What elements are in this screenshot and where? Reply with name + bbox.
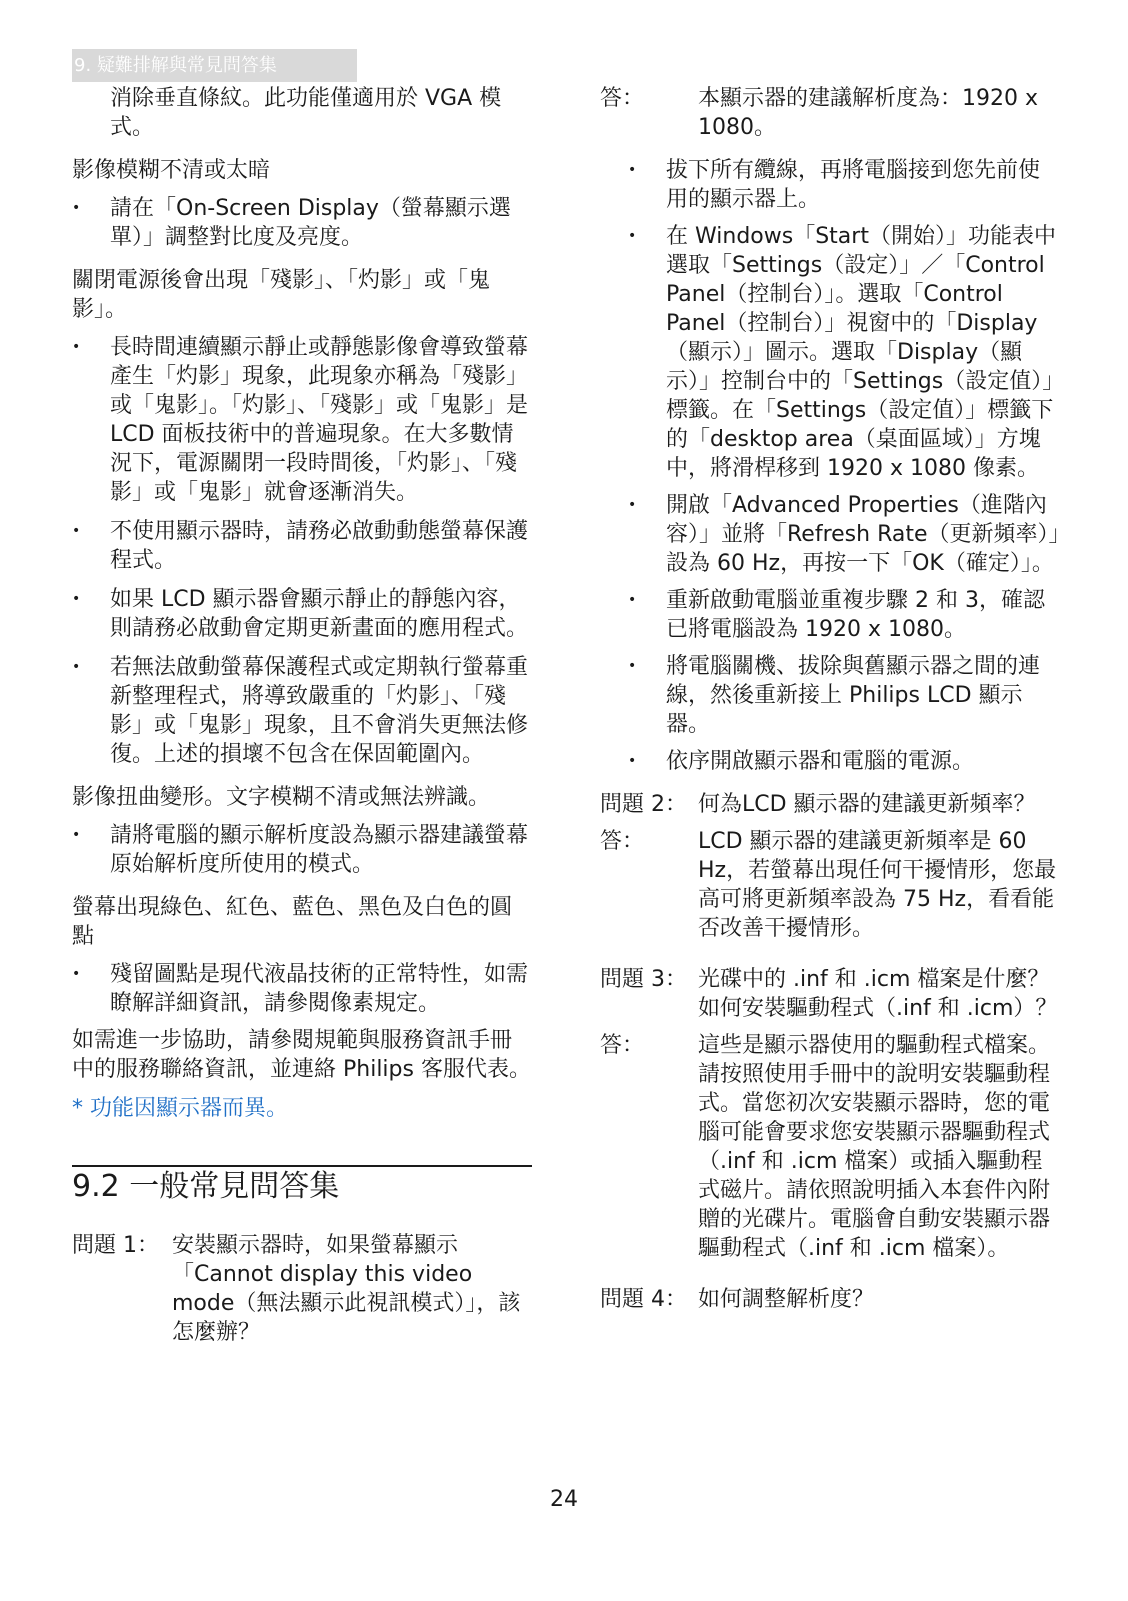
- answer-text: 本顯示器的建議解析度為：1920 x 1080。: [698, 86, 1039, 140]
- step-item: • 在 Windows「Start（開始）」功能表中選取「Settings（設定）」／「Control Panel（控制台）」。選取「Control Panel（控制台）」視窗中的「Display（顯示）」圖示。選取「Display（顯示）」控制台中的「Settings（設定值）」標籤。在「Settings（設定值）」標籤下的「desktop area（桌面區域）」方塊中，將滑桿移到 1920 x 1080 像素。: [628, 224, 1056, 481]
- bullet-icon: •: [628, 228, 637, 244]
- question-text: 何為LCD 顯示器的建議更新頻率？: [698, 792, 1036, 817]
- bullet-icon: •: [628, 658, 637, 674]
- bullet-icon: •: [72, 200, 81, 216]
- heading-image-sticking: 關閉電源後會出現「殘影」、「灼影」或「鬼影」。: [72, 268, 491, 322]
- bullet-icon: •: [72, 659, 81, 675]
- bullet-item: • 不使用顯示器時，請務必啟動動態螢幕保護程式。: [72, 519, 529, 573]
- help-text: 如需進一步協助，請參閱規範與服務資訊手冊中的服務聯絡資訊，並連絡 Philips 客服代表。: [72, 1028, 531, 1082]
- answer-1: [600, 84, 1060, 142]
- bullet-icon: •: [72, 523, 81, 539]
- question-label: 問題 1：: [72, 1233, 159, 1258]
- bullet-icon: •: [72, 966, 81, 982]
- question-text: 光碟中的 .inf 和 .icm 檔案是什麼？ 如何安裝驅動程式（.inf 和 .icm）？: [698, 967, 1058, 1021]
- intro-text: 消除垂直條紋。此功能僅適用於 VGA 模式。: [110, 86, 502, 140]
- step-item: • 拔下所有纜線，再將電腦接到您先前使用的顯示器上。: [628, 158, 1041, 212]
- feature-note: * 功能因顯示器而異。: [72, 1096, 288, 1121]
- step-item: • 開啟「Advanced Properties（進階內容）」並將「Refresh Rate（更新頻率）」設為 60 Hz，再按一下「OK（確定）」。: [628, 493, 1060, 576]
- question-3: [600, 965, 1060, 1023]
- bullet-icon: •: [628, 753, 637, 769]
- answer-3: [600, 1031, 1060, 1263]
- bullet-icon: •: [628, 162, 637, 178]
- section-header-tab: 9. 疑難排解與常見問答集: [72, 49, 357, 82]
- question-text: 安裝顯示器時，如果螢幕顯示「Cannot display this video mode（無法顯示此視訊模式）」，該怎麼辦？: [172, 1233, 521, 1345]
- bullet-item: • 若無法啟動螢幕保護程式或定期執行螢幕重新整理程式，將導致嚴重的「灼影」、「殘影」或「鬼影」現象，且不會消失更無法修復。上述的損壞不包含在保固範圍內。: [72, 655, 529, 767]
- bullet-icon: •: [72, 591, 81, 607]
- answer-label: 答：: [600, 86, 645, 111]
- answer-label: 答：: [600, 1033, 645, 1058]
- heading-blurry: 影像模糊不清或太暗: [72, 158, 271, 183]
- answer-label: 答：: [600, 829, 645, 854]
- bullet-item: • 長時間連續顯示靜止或靜態影像會導致螢幕產生「灼影」現象，此現象亦稱為「殘影」或「鬼影」。「灼影」、「殘影」或「鬼影」是 LCD 面板技術中的普遍現象。在大多數情況下，電源關閉一段時間後，「灼影」、「殘影」或「鬼影」就會逐漸消失。: [72, 335, 529, 505]
- bullet-icon: •: [72, 339, 81, 355]
- right-column: [600, 84, 1060, 1314]
- bullet-item: • 殘留圖點是現代液晶技術的正常特性，如需瞭解詳細資訊，請參閱像素規定。: [72, 962, 529, 1016]
- answer-1-steps: [600, 156, 1060, 776]
- question-label: 問題 3：: [600, 967, 687, 992]
- page-number: 24: [550, 1487, 578, 1512]
- section-title: 9.2 一般常見問答集: [72, 1165, 532, 1211]
- question-label: 問題 2：: [600, 792, 687, 817]
- question-2: [600, 790, 1060, 819]
- step-item: • 依序開啟顯示器和電腦的電源。: [628, 749, 975, 774]
- bullet-item: • 請將電腦的顯示解析度設為顯示器建議螢幕原始解析度所使用的模式。: [72, 823, 529, 877]
- question-label: 問題 4：: [600, 1287, 687, 1312]
- bullet-item: • 如果 LCD 顯示器會顯示靜止的靜態內容，則請務必啟動會定期更新畫面的應用程式。: [72, 587, 529, 641]
- heading-dots: 螢幕出現綠色、紅色、藍色、黑色及白色的圓點: [72, 895, 513, 949]
- question-text: 如何調整解析度？: [698, 1287, 875, 1312]
- bullet-icon: •: [628, 497, 637, 513]
- answer-2: [600, 827, 1060, 943]
- left-column: [72, 84, 532, 1347]
- step-item: • 將電腦關機、拔除與舊顯示器之間的連線，然後重新接上 Philips LCD 顯示器。: [628, 654, 1041, 737]
- heading-distortion: 影像扭曲變形。文字模糊不清或無法辨識。: [72, 785, 491, 810]
- bullet-icon: •: [72, 827, 81, 843]
- answer-text: LCD 顯示器的建議更新頻率是 60 Hz，若螢幕出現任何干擾情形，您最高可將更新頻率設為 75 Hz，看看能否改善干擾情形。: [698, 829, 1057, 941]
- answer-text: 這些是顯示器使用的驅動程式檔案。請按照使用手冊中的說明安裝驅動程式。當您初次安裝顯示器時，您的電腦可能會要求您安裝顯示器驅動程式（.inf 和 .icm 檔案）或插入驅動程式磁片。請依照說明插入本套件內附贈的光碟片。電腦會自動安裝顯示器驅動程式（.inf 和 .icm 檔案）。: [698, 1033, 1051, 1261]
- step-item: • 重新啟動電腦並重複步驟 2 和 3，確認已將電腦設為 1920 x 1080。: [628, 588, 1045, 642]
- bullet-icon: •: [628, 592, 637, 608]
- question-4: [600, 1285, 1060, 1314]
- bullet-item: • 請在「On-Screen Display（螢幕顯示選單）」調整對比度及亮度。: [72, 196, 511, 250]
- question-1: [72, 1231, 532, 1347]
